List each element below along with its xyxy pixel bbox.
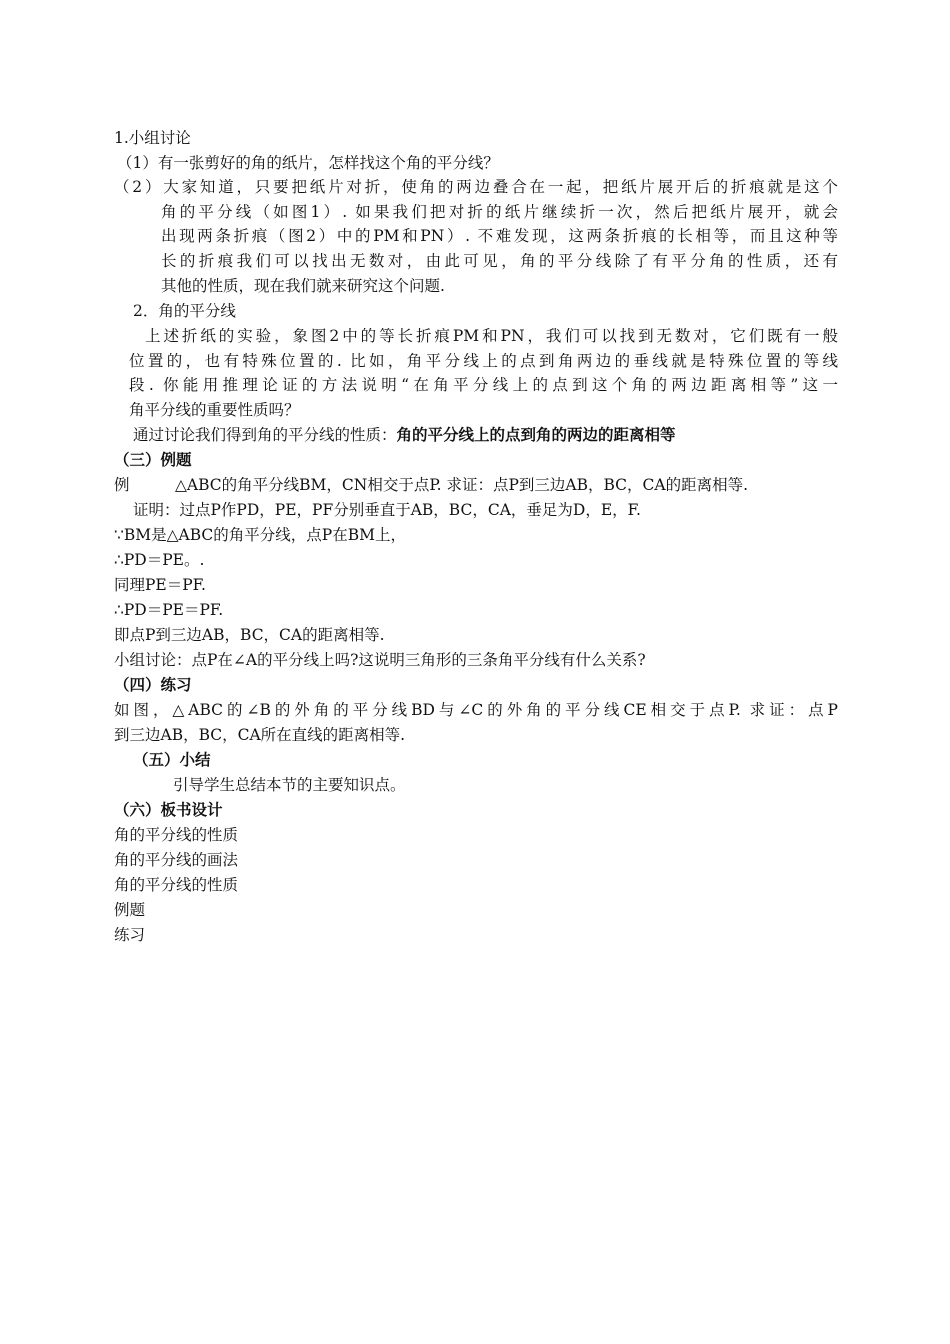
practice-line: 到三边AB，BC，CA所在直线的距离相等. xyxy=(114,726,406,744)
example-label: 例 xyxy=(114,476,130,494)
conclusion-prefix: 通过讨论我们得到角的平分线的性质： xyxy=(133,426,397,444)
property-conclusion xyxy=(133,424,676,446)
paragraph-line: 出现两条折痕（图2）中的PM和PN）. 不难发现，这两条折痕的长相等，而且这种等 xyxy=(161,227,838,245)
section-heading-board-design: （六）板书设计 xyxy=(114,801,223,819)
conclusion-bold: 角的平分线上的点到角的两边的距离相等 xyxy=(396,426,676,444)
paragraph-line: 其他的性质，现在我们就来研究这个问题. xyxy=(161,277,445,295)
group-discussion-question: 小组讨论：点P在∠A的平分线上吗?这说明三角形的三条角平分线有什么关系? xyxy=(114,651,646,669)
paragraph-line: 角的平分线（如图1）. 如果我们把对折的纸片继续折一次，然后把纸片展开，就会 xyxy=(161,203,838,221)
paragraph-line: 上述折纸的实验，象图2中的等长折痕PM和PN，我们可以找到无数对，它们既有一般 xyxy=(145,327,838,345)
section-heading-practice: （四）练习 xyxy=(114,676,192,694)
summary-text: 引导学生总结本节的主要知识点。 xyxy=(173,776,406,794)
board-item: 角的平分线的性质 xyxy=(114,876,239,894)
section-heading-examples: （三）例题 xyxy=(114,451,192,469)
proof-line: ∵BM是△ABC的角平分线，点P在BM上， xyxy=(114,526,406,544)
proof-line: 即点P到三边AB，BC，CA的距离相等. xyxy=(114,626,385,644)
section-heading-group-discussion: 1.小组讨论 xyxy=(114,129,191,147)
question-1: （1）有一张剪好的角的纸片，怎样找这个角的平分线？ xyxy=(117,154,499,172)
proof-line: 同理PE＝PF. xyxy=(114,576,206,594)
paragraph-line: 角平分线的重要性质吗？ xyxy=(129,401,300,419)
proof-line: ∴PD＝PE＝PF. xyxy=(114,601,224,619)
board-item: 角的平分线的画法 xyxy=(114,851,239,869)
paragraph-line: 段. 你能用推理论证的方法说明“在角平分线上的点到这个角的两边距离相等”这一 xyxy=(129,376,838,394)
proof-line: 证明：过点P作PD，PE，PF分别垂直于AB，BC，CA，垂足为D，E，F. xyxy=(133,501,641,519)
board-item: 例题 xyxy=(114,901,146,919)
paragraph-line: 位置的，也有特殊位置的. 比如，角平分线上的点到角两边的垂线就是特殊位置的等线 xyxy=(129,352,838,370)
section-heading-angle-bisector: 2．角的平分线 xyxy=(133,302,236,320)
example-statement: △ABC的角平分线BM，CN相交于点P. 求证：点P到三边AB，BC，CA的距离相等. xyxy=(175,476,749,494)
paragraph-line: 长的折痕我们可以找出无数对，由此可见，角的平分线除了有平分角的性质，还有 xyxy=(161,252,838,270)
board-item: 练习 xyxy=(114,926,146,944)
paragraph-line: （2）大家知道，只要把纸片对折，使角的两边叠合在一起，把纸片展开后的折痕就是这个 xyxy=(114,178,838,196)
section-heading-summary: （五）小结 xyxy=(133,751,211,769)
board-item: 角的平分线的性质 xyxy=(114,826,239,844)
proof-line: ∴PD＝PE。. xyxy=(114,551,205,569)
practice-line: 如图，△ABC的∠B的外角的平分线BD与∠C的外角的平分线CE相交于点P. 求证：点P xyxy=(114,701,838,719)
